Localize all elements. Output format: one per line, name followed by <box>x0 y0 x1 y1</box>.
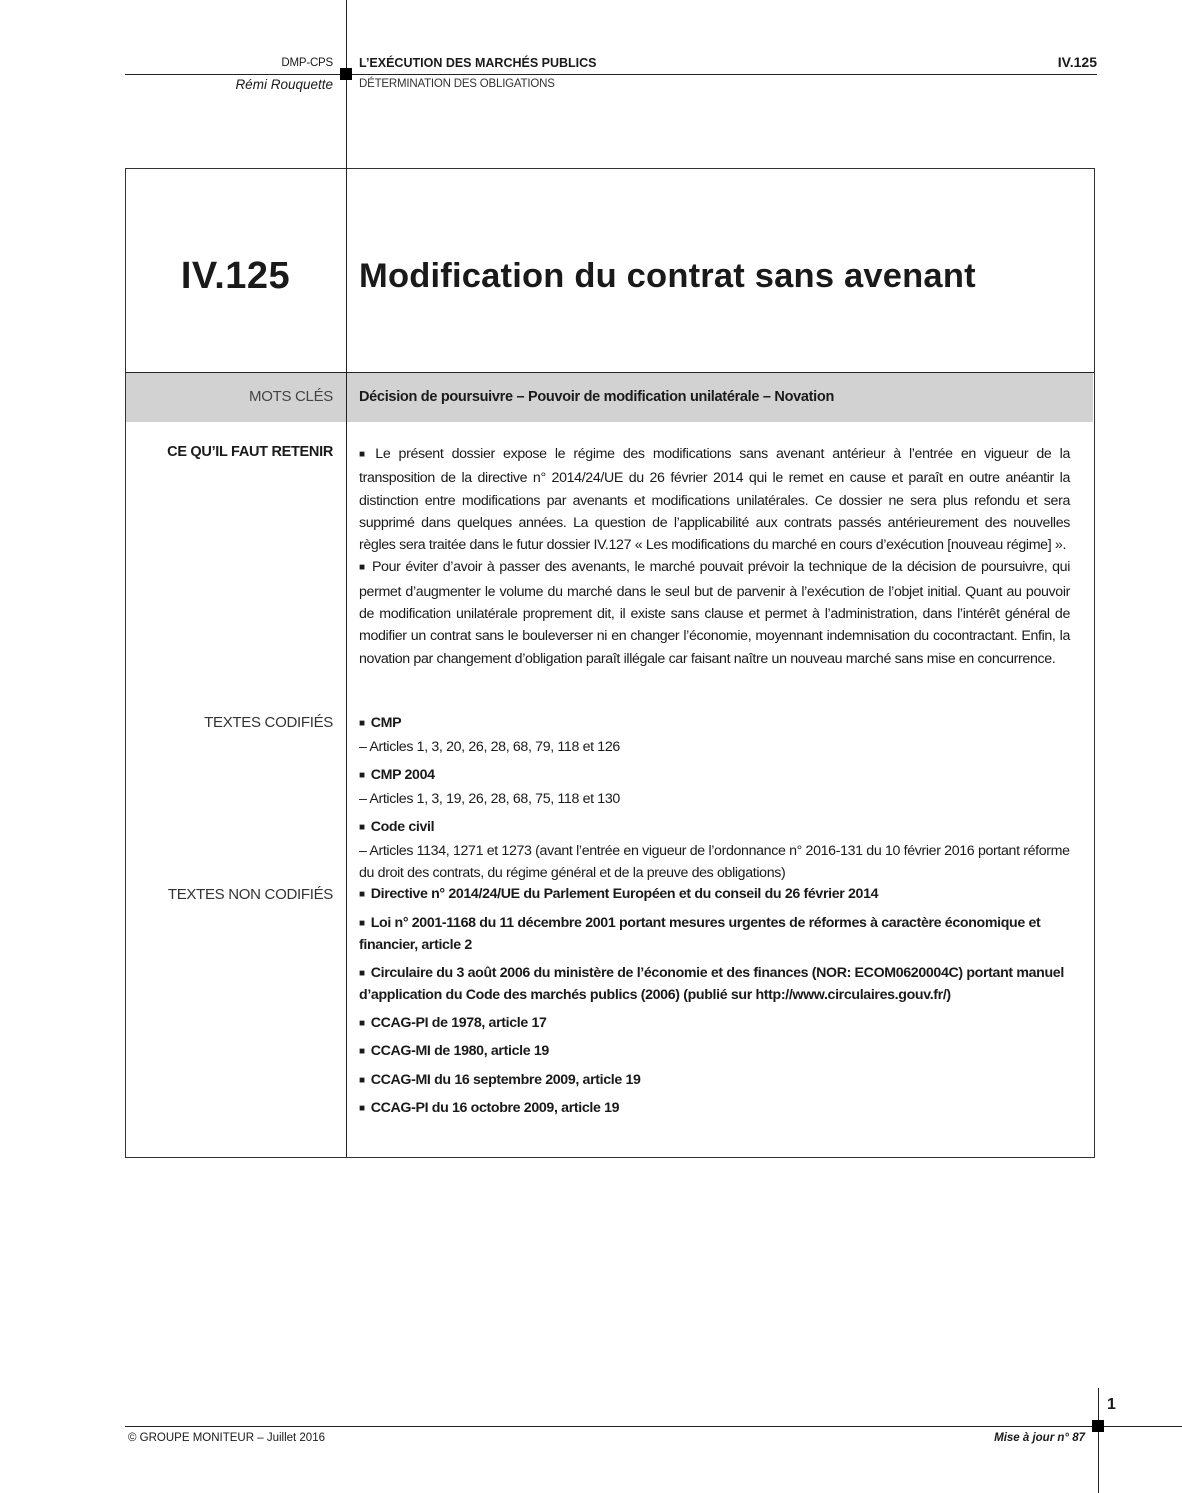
header-rule <box>125 74 1097 75</box>
footer-vertical-rule <box>1098 1388 1099 1493</box>
header-marker <box>340 68 352 80</box>
codified-item <box>359 816 1070 884</box>
non-codified-item: ■ CCAG-PI du 16 octobre 2009, article 19 <box>359 1098 1070 1121</box>
author: Rémi Rouquette <box>235 77 333 92</box>
codified-detail: – Articles 1134, 1271 et 1273 (avant l’entrée en vigueur de l’ordonnance n° 2016-131 du 10 février 2016 portant réforme du droit des contrats, du régime général et de la preuve des obligations) <box>359 843 1070 881</box>
codified-item <box>359 712 1070 758</box>
series-code: DMP-CPS <box>281 57 333 69</box>
non-codified-item: ■ CCAG-MI de 1980, article 19 <box>359 1041 1070 1064</box>
codified-list <box>359 712 1070 890</box>
summary-paragraph: ■ Pour éviter d’avoir à passer des avenants, le marché pouvait prévoir la technique de la décision de poursuivre, qui permet d’augmenter le volume du marché dans le seul but de parvenir à l’exécution de l’objet initial. Quant au pouvoir de modification unilatérale proprement dit, il existe sans clause et permet à l’administration, dans l’intérêt général de modifier un contrat sans le bouleverser ni en changer l’économie, moyennant indemnisation du cocontractant. Enfin, la novation par changement d’obligation paraît illégale car faisant naître un nouveau marché sans mise en concurrence. <box>359 556 1070 669</box>
box-divider <box>346 168 347 1157</box>
copyright: © GROUPE MONITEUR – Juillet 2016 <box>128 1432 325 1444</box>
dossier-number: IV.125 <box>180 255 291 297</box>
non-codified-item: ■ Loi n° 2001-1168 du 11 décembre 2001 portant mesures urgentes de réformes à caractère économique et financier, article 2 <box>359 913 1070 957</box>
codified-item <box>359 764 1070 810</box>
header-vertical-rule <box>346 0 347 168</box>
non-codified-item: ■ CCAG-MI du 16 septembre 2009, article 19 <box>359 1070 1070 1093</box>
codified-title: ■ Code civil <box>359 816 1070 840</box>
subsection-title: DÉTERMINATION DES OBLIGATIONS <box>359 78 555 90</box>
codified-title: ■ CMP <box>359 712 1070 736</box>
codified-detail: – Articles 1, 3, 19, 26, 28, 68, 75, 118 et 130 <box>359 791 620 807</box>
keywords-divider <box>346 373 347 422</box>
codified-label: TEXTES CODIFIÉS <box>204 714 333 731</box>
non-codified-label: TEXTES NON CODIFIÉS <box>167 886 333 903</box>
keywords-label: MOTS CLÉS <box>249 388 333 405</box>
non-codified-item: ■ Circulaire du 3 août 2006 du ministère de l’économie et des finances (NOR: ECOM0620004C) portant manuel d’application du Code des marchés publics (2006) (publié sur http://www.circulaires.gouv.fr/) <box>359 963 1070 1007</box>
summary-text <box>359 443 1070 670</box>
update-number: Mise à jour n° 87 <box>994 1432 1085 1444</box>
codified-title: ■ CMP 2004 <box>359 764 1070 788</box>
header-ref: IV.125 <box>1057 54 1097 70</box>
non-codified-item: ■ Directive n° 2014/24/UE du Parlement Européen et du conseil du 26 février 2014 <box>359 884 1070 907</box>
keywords-value: Décision de poursuivre – Pouvoir de modification unilatérale – Novation <box>359 389 835 405</box>
non-codified-item: ■ CCAG-PI de 1978, article 17 <box>359 1013 1070 1036</box>
footer-rule <box>125 1426 1182 1427</box>
codified-detail: – Articles 1, 3, 20, 26, 28, 68, 79, 118 et 126 <box>359 739 620 755</box>
footer-marker <box>1092 1420 1104 1432</box>
non-codified-list <box>359 884 1070 1127</box>
section-title: L’EXÉCUTION DES MARCHÉS PUBLICS <box>359 56 597 70</box>
summary-paragraph: ■ Le présent dossier expose le régime des modifications sans avenant antérieur à l’entrée en vigueur de la transposition de la directive n° 2014/24/UE du 26 février 2014 qui le remet en cause et paraît en outre anéantir la distinction entre modifications par avenants et modifications unilatérales. Ce dossier ne sera plus refondu et sera supprimé dans quelques années. La question de l’applicabilité aux contrats passés antérieurement des nouvelles règles sera traitée dans le futur dossier IV.127 « Les modifications du marché en cours d’exécution [nouveau régime] ». <box>359 443 1070 556</box>
dossier-title: Modification du contrat sans avenant <box>359 257 976 295</box>
page-number: 1 <box>1107 1396 1116 1413</box>
summary-label: CE QU’IL FAUT RETENIR <box>167 444 333 460</box>
